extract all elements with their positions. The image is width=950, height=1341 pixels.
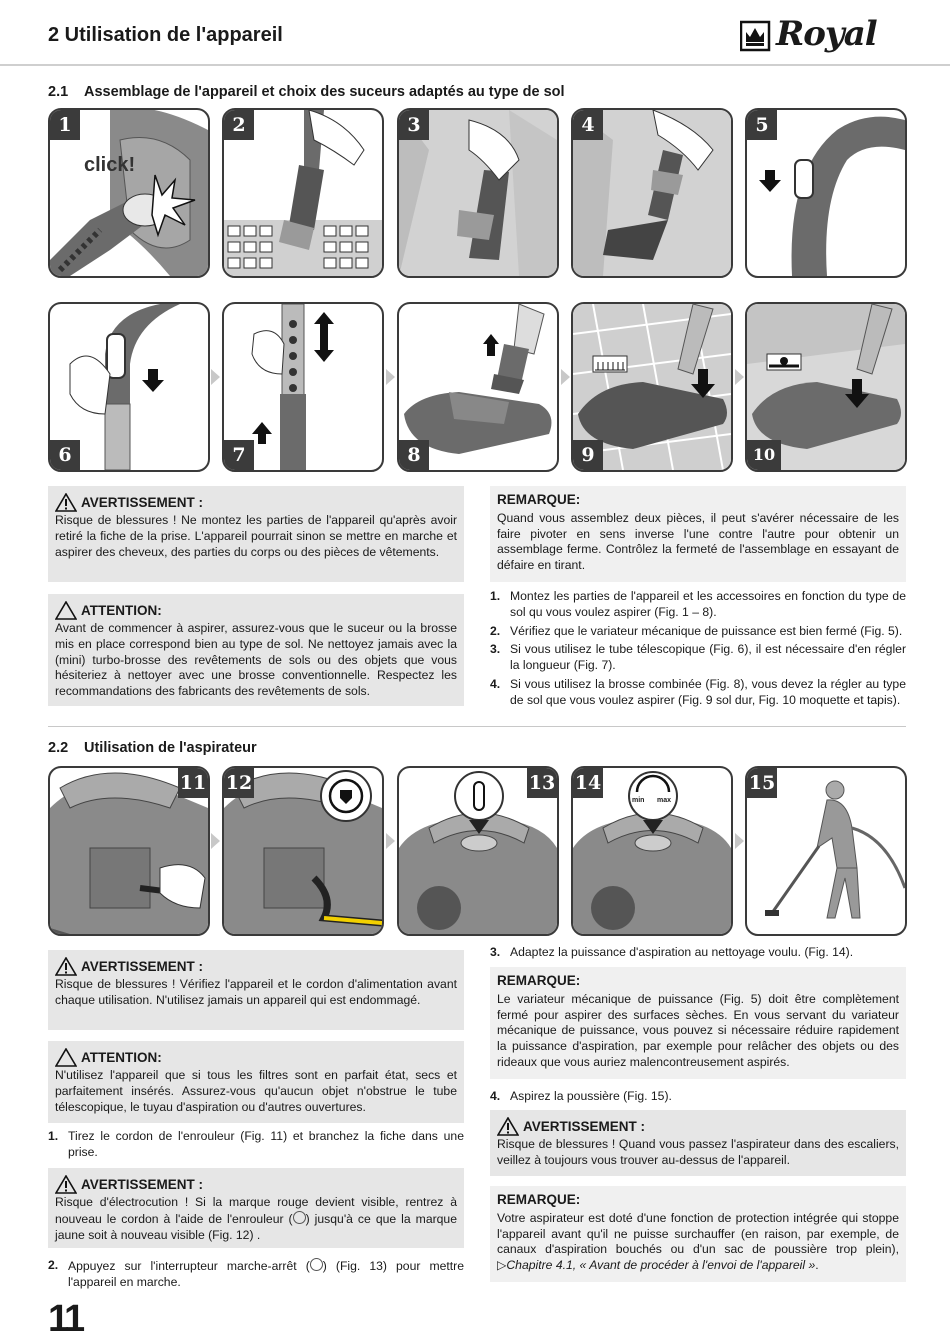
list-item: 2. Appuyez sur l'interrupteur marche-arrêt ( ) (Fig. 13) pour mettre l'appareil en marche.: [48, 1258, 465, 1289]
steps-list-2c: [490, 945, 906, 964]
figure-number: 5: [747, 110, 777, 140]
chapter-reference-link[interactable]: ▷Chapitre 4.1, « Avant de procéder à l'envoi de l'appareil »: [497, 1258, 816, 1273]
warning-title: AVERTISSEMENT :: [523, 1118, 646, 1134]
sequence-arrow: [211, 369, 220, 385]
section-divider: [48, 726, 906, 727]
sequence-arrow: [386, 369, 395, 385]
sequence-arrow: [735, 369, 744, 385]
figure-12: [222, 766, 384, 936]
figure-number: 15: [747, 768, 777, 798]
figure-3: [397, 108, 559, 278]
warning-box-4: [490, 1110, 906, 1176]
remark-text: Quand vous assemblez deux pièces, il peut s'avérer nécessaire de les faire pivoter en sens inverse l'une contre l'autre pour obtenir un assemblage ferme. Contrôlez la fermeté de l'assemblage en essayant de défaire en tirant.: [497, 510, 899, 573]
figure-6: [48, 302, 210, 472]
list-item: 1. Tirez le cordon de l'enrouleur (Fig. 11) et branchez la fiche dans une prise.: [48, 1129, 464, 1159]
figure-11: [48, 766, 210, 936]
remark-text: Le variateur mécanique de puissance (Fig. 5) doit être complètement fermé pour aspirer des surfaces sèches. En vous servant du variateur mécanique de puissance, vous pouvez si nécessaire réduire rapidement la puissance d'aspiration, par exemple pour relâcher des objets ou des rideaux que vous auriez malencontreusement aspirés.: [497, 991, 899, 1069]
figure-number: 2: [224, 110, 254, 140]
figure-number: 3: [399, 110, 429, 140]
warning-box-1: [48, 486, 464, 582]
sequence-arrow: [386, 833, 395, 849]
arrow-right-icon: ▷: [497, 1258, 507, 1273]
click-label: click!: [84, 154, 136, 176]
attention-title: ATTENTION:: [81, 602, 162, 618]
remark-box-3: [490, 1186, 906, 1282]
remark-title: REMARQUE:: [497, 973, 581, 988]
figure-14: [571, 766, 733, 936]
page-number: 11: [48, 1298, 83, 1340]
figure-number: 1: [50, 110, 80, 140]
figure-number: 12: [224, 768, 254, 798]
attention-box-2: [48, 1041, 464, 1123]
figure-number: 14: [573, 768, 603, 798]
list-item: 1. Montez les parties de l'appareil et les accessoires en fonction du type de sol qu vous voulez aspirer (Fig. 1 – 8).: [490, 589, 906, 619]
figure-number: 11: [178, 768, 208, 798]
attention-text: N'utilisez l'appareil que si tous les filtres sont en parfait état, secs et parfaitement insérés. Assurez-vous qu'aucun objet n'obstrue le tube télescopique, le tuyau d'aspiration ou d'autres ouvertures.: [55, 1068, 457, 1114]
sequence-arrow: [211, 833, 220, 849]
steps-list-2d: [490, 1089, 906, 1108]
power-switch-icon: [310, 1258, 323, 1271]
steps-list-2b: [48, 1258, 464, 1294]
figure-number: 8: [399, 440, 429, 470]
warning-icon: [55, 601, 77, 620]
figure-number: 13: [527, 768, 557, 798]
figure-8: [397, 302, 559, 472]
list-item: 3. Adaptez la puissance d'aspiration au nettoyage voulu. (Fig. 14).: [490, 945, 854, 959]
figure-7: [222, 302, 384, 472]
cord-rewind-icon: [293, 1211, 306, 1224]
figure-10: [745, 302, 907, 472]
remark-text: Votre aspirateur est doté d'une fonction de protection intégrée qui stoppe l'appareil avant qu'il ne puisse surchauffer (en raison, par exemple, de canaux d'aspiration bouchés ou d'un sac de poussière trop plein), ▷Chapitre 4.1, « Avant de procéder à l'envoi de l'appareil ».: [497, 1210, 899, 1273]
warning-icon: [55, 493, 77, 512]
figure-number: 6: [50, 440, 80, 470]
warning-box-3: [48, 1168, 464, 1248]
sequence-arrow: [735, 833, 744, 849]
header-rule: [0, 64, 950, 66]
warning-text: Risque de blessures ! Vérifiez l'appareil et le cordon d'alimentation avant chaque utilisation. N'utilisez jamais un appareil qui est endommagé.: [55, 977, 457, 1007]
warning-text: Risque de blessures ! Quand vous passez l'aspirateur dans des escaliers, veillez à toujours vous trouver au-dessus de l'appareil.: [497, 1137, 899, 1167]
list-item: 3. Si vous utilisez le tube télescopique (Fig. 6), il est nécessaire d'en régler la longueur (Fig. 7).: [490, 642, 906, 673]
list-item: 2. Vérifiez que le variateur mécanique de puissance est bien fermé (Fig. 5).: [490, 623, 903, 638]
dial-min-label: min: [632, 797, 645, 804]
warning-icon: [497, 1117, 519, 1136]
attention-box-1: [48, 594, 464, 706]
figure-number: 9: [573, 440, 603, 470]
brand-logo: [740, 14, 910, 58]
attention-title: ATTENTION:: [81, 1049, 162, 1065]
figure-number: 4: [573, 110, 603, 140]
figure-15: [745, 766, 907, 936]
warning-box-2: [48, 950, 464, 1030]
section-heading-2-2: 2.2 Utilisation de l'aspirateur: [48, 740, 257, 756]
remark-title: REMARQUE:: [497, 492, 581, 507]
figure-13: [397, 766, 559, 936]
figure-number: 7: [224, 440, 254, 470]
list-item: 4. Aspirez la poussière (Fig. 15).: [490, 1089, 672, 1103]
figure-number: 10: [747, 440, 781, 470]
figure-1: [48, 108, 210, 278]
warning-icon: [55, 1175, 77, 1194]
figure-5: [745, 108, 907, 278]
steps-list-1: [490, 589, 906, 712]
remark-box-2: [490, 967, 906, 1079]
warning-icon: [55, 1048, 77, 1067]
page-title: 2 Utilisation de l'appareil: [48, 24, 283, 46]
dial-max-label: max: [657, 797, 672, 804]
warning-title: AVERTISSEMENT :: [81, 494, 204, 510]
warning-title: AVERTISSEMENT :: [81, 1176, 204, 1192]
figure-9: [571, 302, 733, 472]
remark-title: REMARQUE:: [497, 1192, 581, 1207]
section-heading-2-1: 2.1 Assemblage de l'appareil et choix des suceurs adaptés au type de sol: [48, 84, 565, 100]
warning-icon: [55, 957, 77, 976]
warning-title: AVERTISSEMENT :: [81, 958, 204, 974]
brand-name: Royal: [776, 14, 877, 54]
list-item: 4. Si vous utilisez la brosse combinée (Fig. 8), vous devez la régler au type de sol que vous voulez aspirer (Fig. 9 sol dur, Fig. 10 moquette et tapis).: [490, 676, 906, 707]
warning-text: Risque d'électrocution ! Si la marque rouge devient visible, rentrez à nouveau le cordon à l'aide de l'enrouleur ( ) jusqu'à ce que la marque jaune soit à nouveau visible (Fig. 12) .: [55, 1195, 457, 1242]
remark-box-1: [490, 486, 906, 582]
figure-2: [222, 108, 384, 278]
attention-text: Avant de commencer à aspirer, assurez-vous que le suceur ou la brosse mis en place correspond bien au type de sol. Ne nettoyez jamais avec la (mini) turbo-brosse des revêtements de sols ou des objets que vous hésiteriez à nettoyer avec une brosse conventionnelle. Respectez les recommandations des fabricants des revêtements de sols.: [55, 621, 457, 699]
steps-list-2a: [48, 1129, 464, 1164]
figure-4: [571, 108, 733, 278]
sequence-arrow: [561, 369, 570, 385]
warning-text: Risque de blessures ! Ne montez les parties de l'appareil qu'après avoir retiré la fiche de la prise. L'appareil pourrait sinon se mettre en marche et aspirer des cheveux, des parties du corps ou des pièces de vêtements.: [55, 513, 457, 559]
